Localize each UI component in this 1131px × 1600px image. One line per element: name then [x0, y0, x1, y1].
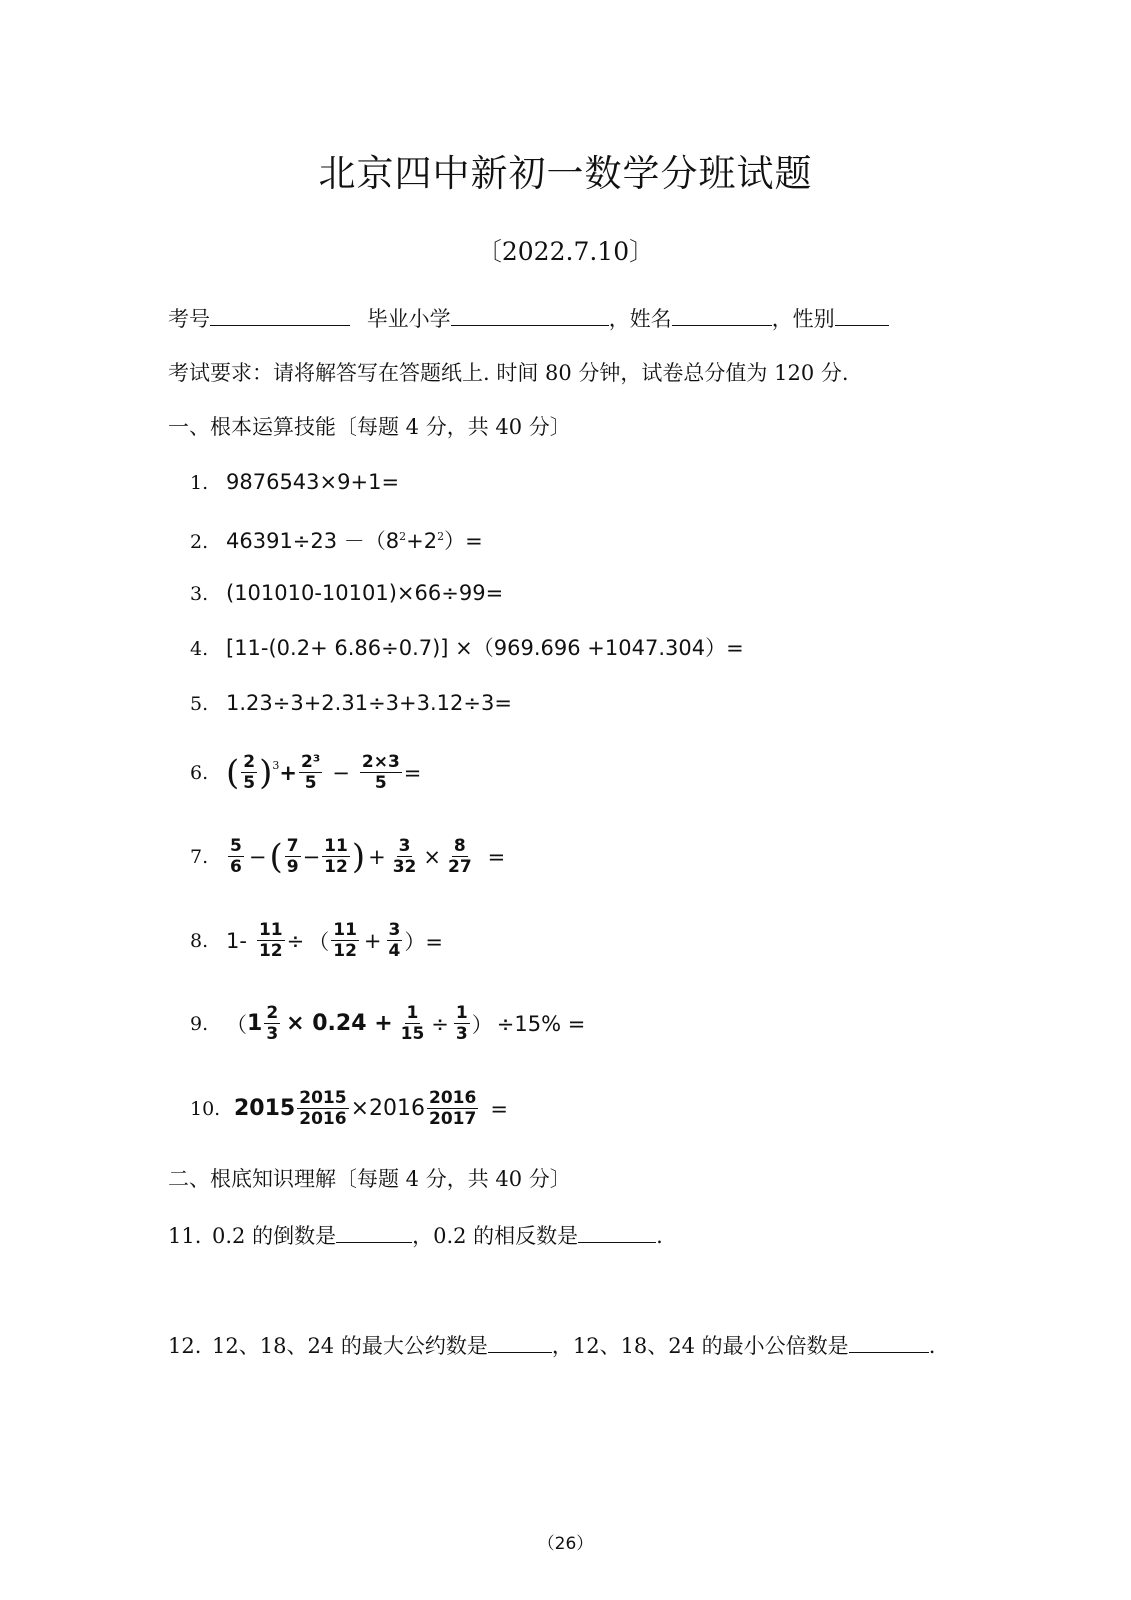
- q2-expression-c: ）=: [444, 529, 483, 553]
- q2-number: 2.: [190, 531, 209, 553]
- page-title: 北京四中新初一数学分班试题: [318, 152, 813, 195]
- q11-blank-1[interactable]: [336, 1220, 412, 1243]
- q2-sup-2: 2: [437, 530, 445, 543]
- q12-number: 12.: [168, 1334, 202, 1358]
- q9-mid: × 0.24 +: [286, 1011, 393, 1036]
- q10-fraction-2: $\frac{2016}{2017}$: [428, 1088, 477, 1129]
- q9-tail: ÷15% =: [496, 1011, 586, 1036]
- q11-blank-2[interactable]: [578, 1220, 656, 1243]
- q4-expression: [11-(0.2+ 6.86÷0.7)] ×（969.696 +1047.304）=: [226, 636, 744, 660]
- q12-blank-2[interactable]: [849, 1330, 929, 1353]
- student-info-row: [168, 303, 889, 334]
- question-8: 8. 1- $\frac{11}{12}$ ÷ （ $\frac{11}{12}$ + $\frac{3}{4}$ ）=: [190, 920, 443, 961]
- q6-number: 6.: [190, 761, 209, 784]
- q2-expression-a: 46391÷23 －（8: [226, 529, 400, 553]
- question-1: [190, 467, 399, 498]
- q8-fraction-2: $\frac{11}{12}$: [333, 920, 357, 961]
- q8-lead: 1-: [226, 928, 247, 953]
- q6-fraction-2: $\frac{\text{2³}}{5}$: [300, 752, 321, 793]
- exam-instructions: 考试要求：请将解答写在答题纸上. 时间 80 分钟，试卷总分值为 120 分.: [168, 361, 849, 385]
- name-label: ，姓名: [608, 307, 672, 331]
- q10-fraction-1: $\frac{2015}{2016}$: [299, 1088, 347, 1129]
- q10-number: 10.: [190, 1097, 221, 1120]
- section-1-heading: 一、根本运算技能〔每题 4 分，共 40 分〕: [168, 415, 571, 439]
- gender-label: ，性别: [771, 307, 835, 331]
- q11-number: 11.: [168, 1224, 202, 1248]
- q1-number: 1.: [190, 472, 209, 494]
- q7-fraction-4: $\frac{3}{32}$: [392, 836, 417, 877]
- q7-fraction-2: $\frac{7}{9}$: [286, 836, 299, 877]
- section-2-heading: 二、根底知识理解〔每题 4 分，共 40 分〕: [168, 1167, 571, 1191]
- question-3: [190, 578, 503, 609]
- exam-date: 〔2022.7.10〕: [476, 237, 655, 266]
- q7-fraction-5: $\frac{8}{27}$: [448, 836, 472, 877]
- question-12: [168, 1330, 935, 1361]
- question-7: 7. $\frac{5}{6}$ − ( $\frac{7}{9}$ − $\frac{11}{12}$ ) + $\frac{3}{32}$ × $\frac{8}{27}$ =: [190, 836, 506, 877]
- exam-no-label: 考号: [168, 307, 210, 331]
- q7-fraction-3: $\frac{11}{12}$: [324, 836, 348, 877]
- q12-text-a: 12、18、24 的最大公约数是: [212, 1334, 488, 1358]
- q6-fraction-3: $\frac{2\times 3}{5}$: [361, 752, 400, 793]
- question-11: [168, 1220, 663, 1251]
- q7-number: 7.: [190, 845, 209, 868]
- q6-fraction-1: $\frac{2}{5}$: [243, 752, 256, 793]
- q12-end: .: [928, 1334, 936, 1358]
- q3-expression: (101010-10101)×66÷99=: [226, 581, 504, 605]
- q8-fraction-3: $\frac{3}{4}$: [388, 920, 401, 961]
- name-blank[interactable]: [672, 303, 772, 326]
- q9-whole: 1: [247, 1011, 263, 1036]
- q10-whole-2: ×2016: [350, 1096, 425, 1121]
- q5-number: 5.: [190, 693, 209, 715]
- q11-end: .: [656, 1224, 663, 1248]
- gender-blank[interactable]: [835, 303, 889, 326]
- q12-text-b: ，12、18、24 的最小公倍数是: [551, 1334, 849, 1358]
- q8-number: 8.: [190, 929, 209, 952]
- q11-text-a: 0.2 的倒数是: [212, 1224, 337, 1248]
- question-2: [190, 522, 483, 557]
- q2-sup-1: 2: [399, 530, 407, 543]
- q1-expression: 9876543×9+1=: [226, 470, 400, 494]
- q11-text-b: ，0.2 的相反数是: [412, 1224, 579, 1248]
- school-blank[interactable]: [451, 303, 609, 326]
- question-10: 10. 2015 $\frac{2015}{2016}$ ×2016 $\frac{2016}{2017}$ =: [190, 1088, 508, 1129]
- q6-exponent: 3: [272, 759, 280, 772]
- q12-blank-1[interactable]: [488, 1330, 552, 1353]
- q7-fraction-1: $\frac{5}{6}$: [230, 836, 242, 877]
- q2-expression-b: +2: [406, 529, 438, 553]
- question-6: 6. ( $\frac{2}{5}$ ) $^3$ + $\frac{\text{2³}}{5}$ − $\frac{2\times 3}{5}$ =: [190, 752, 422, 793]
- q4-number: 4.: [190, 638, 209, 660]
- q9-number: 9.: [190, 1012, 209, 1035]
- question-5: [190, 688, 512, 719]
- q3-number: 3.: [190, 583, 209, 605]
- q5-expression: 1.23÷3+2.31÷3+3.12÷3=: [226, 691, 512, 715]
- question-4: [190, 633, 744, 664]
- exam-no-blank[interactable]: [210, 303, 350, 326]
- question-9: 9. （ 1 $\frac{2}{3}$ × 0.24 + $\frac{1}{15}$ ÷ $\frac{1}{3}$ ） ÷15% =: [190, 1003, 586, 1044]
- q8-fraction-1: $\frac{11}{12}$: [258, 920, 283, 961]
- q10-whole-1: 2015: [234, 1096, 296, 1121]
- q9-fraction-1: $\frac{2}{3}$: [266, 1003, 279, 1044]
- q9-fraction-2: $\frac{1}{15}$: [400, 1003, 425, 1044]
- school-label: 毕业小学: [366, 307, 451, 331]
- page-number: （26）: [537, 1534, 594, 1554]
- q9-fraction-3: $\frac{1}{3}$: [455, 1003, 468, 1044]
